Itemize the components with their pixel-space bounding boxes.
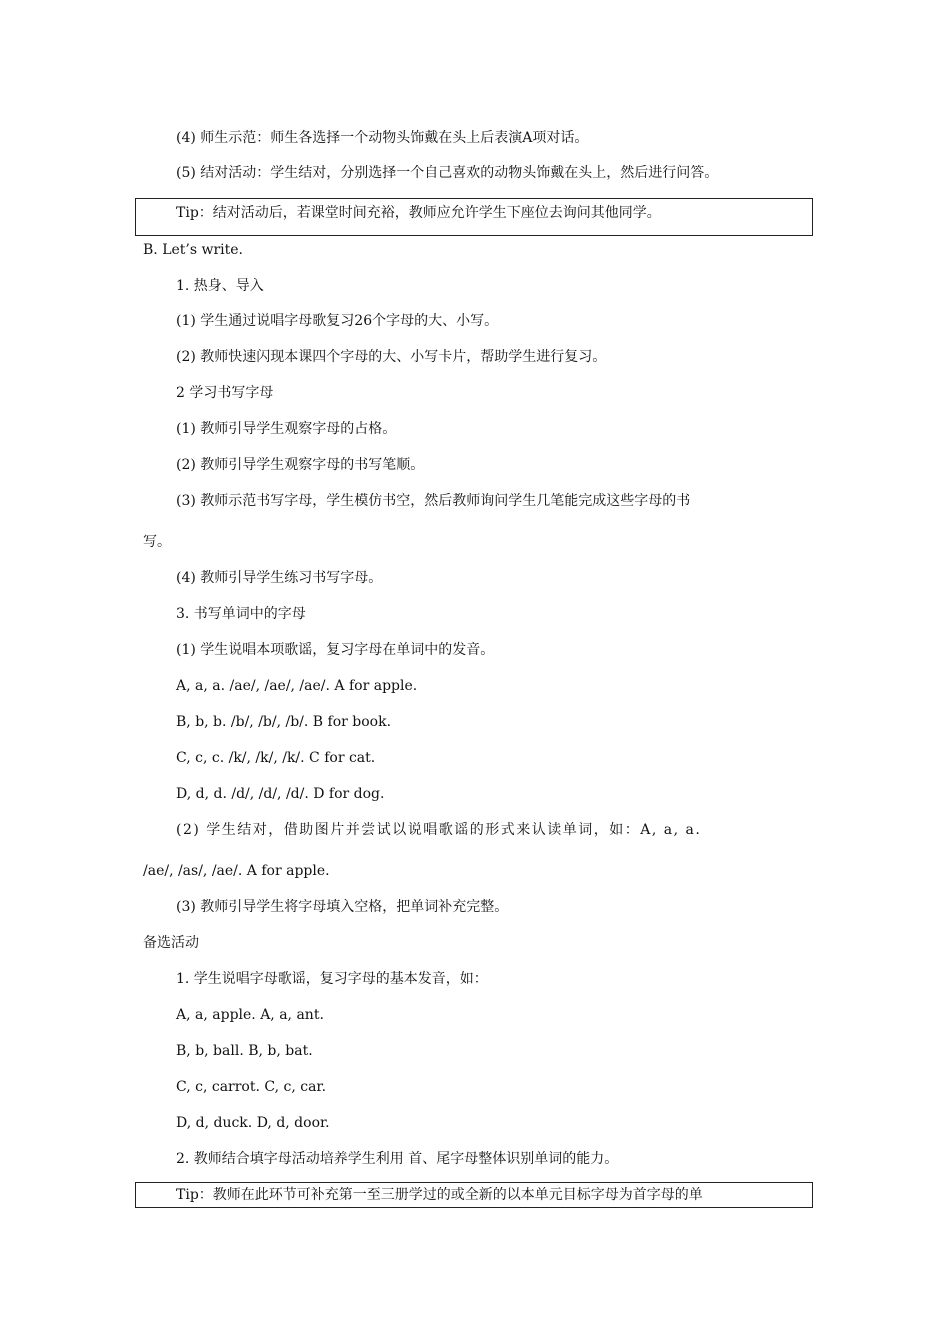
step-heading: 2 学习书写字母 xyxy=(176,385,274,401)
chant-line: C, c, c. /k/, /k/, /k/. C for cat. xyxy=(176,750,376,766)
paragraph: 2. 教师结合填字母活动培养学生利用 首、尾字母整体识别单词的能力。 xyxy=(176,1151,619,1167)
paragraph-continuation: /ae/, /as/, /ae/. A for apple. xyxy=(143,863,330,879)
paragraph: (4) 师生示范：师生各选择一个动物头饰戴在头上后表演A项对话。 xyxy=(176,130,589,146)
paragraph: (1) 学生通过说唱字母歌复习26个字母的大、小写。 xyxy=(176,313,499,329)
paragraph: (1) 学生说唱本项歌谣，复习字母在单词中的发音。 xyxy=(176,642,495,658)
chant-line: A, a, a. /ae/, /ae/, /ae/. A for apple. xyxy=(176,678,418,694)
paragraph: (5) 结对活动：学生结对，分别选择一个自己喜欢的动物头饰戴在头上，然后进行问答。 xyxy=(176,165,719,181)
tip-text: Tip：教师在此环节可补充第一至三册学过的或全新的以本单元目标字母为首字母的单 xyxy=(176,1187,703,1203)
chant-line: C, c, carrot. C, c, car. xyxy=(176,1079,327,1095)
paragraph: (3) 教师引导学生将字母填入空格，把单词补充完整。 xyxy=(176,899,509,915)
tip-box xyxy=(135,198,813,236)
chant-line: B, b, ball. B, b, bat. xyxy=(176,1043,313,1059)
step-heading: 3. 书写单词中的字母 xyxy=(176,606,306,622)
paragraph-continuation: 写。 xyxy=(143,534,171,550)
paragraph: (2) 教师引导学生观察字母的书写笔顺。 xyxy=(176,457,425,473)
step-heading: 1. 热身、导入 xyxy=(176,278,264,294)
chant-line: B, b, b. /b/, /b/, /b/. B for book. xyxy=(176,714,392,730)
chant-line: A, a, apple. A, a, ant. xyxy=(176,1007,324,1023)
paragraph: (1) 教师引导学生观察字母的占格。 xyxy=(176,421,397,437)
section-heading: 备选活动 xyxy=(143,935,199,951)
paragraph: (4) 教师引导学生练习书写字母。 xyxy=(176,570,383,586)
section-heading: B. Let’s write. xyxy=(143,242,243,258)
chant-line: D, d, d. /d/, /d/, /d/. D for dog. xyxy=(176,786,385,802)
paragraph: (2) 学生结对，借助图片并尝试以说唱歌谣的形式来认读单词，如：A, a, a. xyxy=(176,822,702,838)
tip-box xyxy=(135,1182,813,1208)
chant-line: D, d, duck. D, d, door. xyxy=(176,1115,330,1131)
paragraph: (2) 教师快速闪现本课四个字母的大、小写卡片，帮助学生进行复习。 xyxy=(176,349,607,365)
tip-text: Tip：结对活动后，若课堂时间充裕，教师应允许学生下座位去询问其他同学。 xyxy=(176,205,661,221)
paragraph: 1. 学生说唱字母歌谣，复习字母的基本发音，如： xyxy=(176,971,488,987)
paragraph: (3) 教师示范书写字母，学生模仿书空，然后教师询问学生几笔能完成这些字母的书 xyxy=(176,493,691,509)
